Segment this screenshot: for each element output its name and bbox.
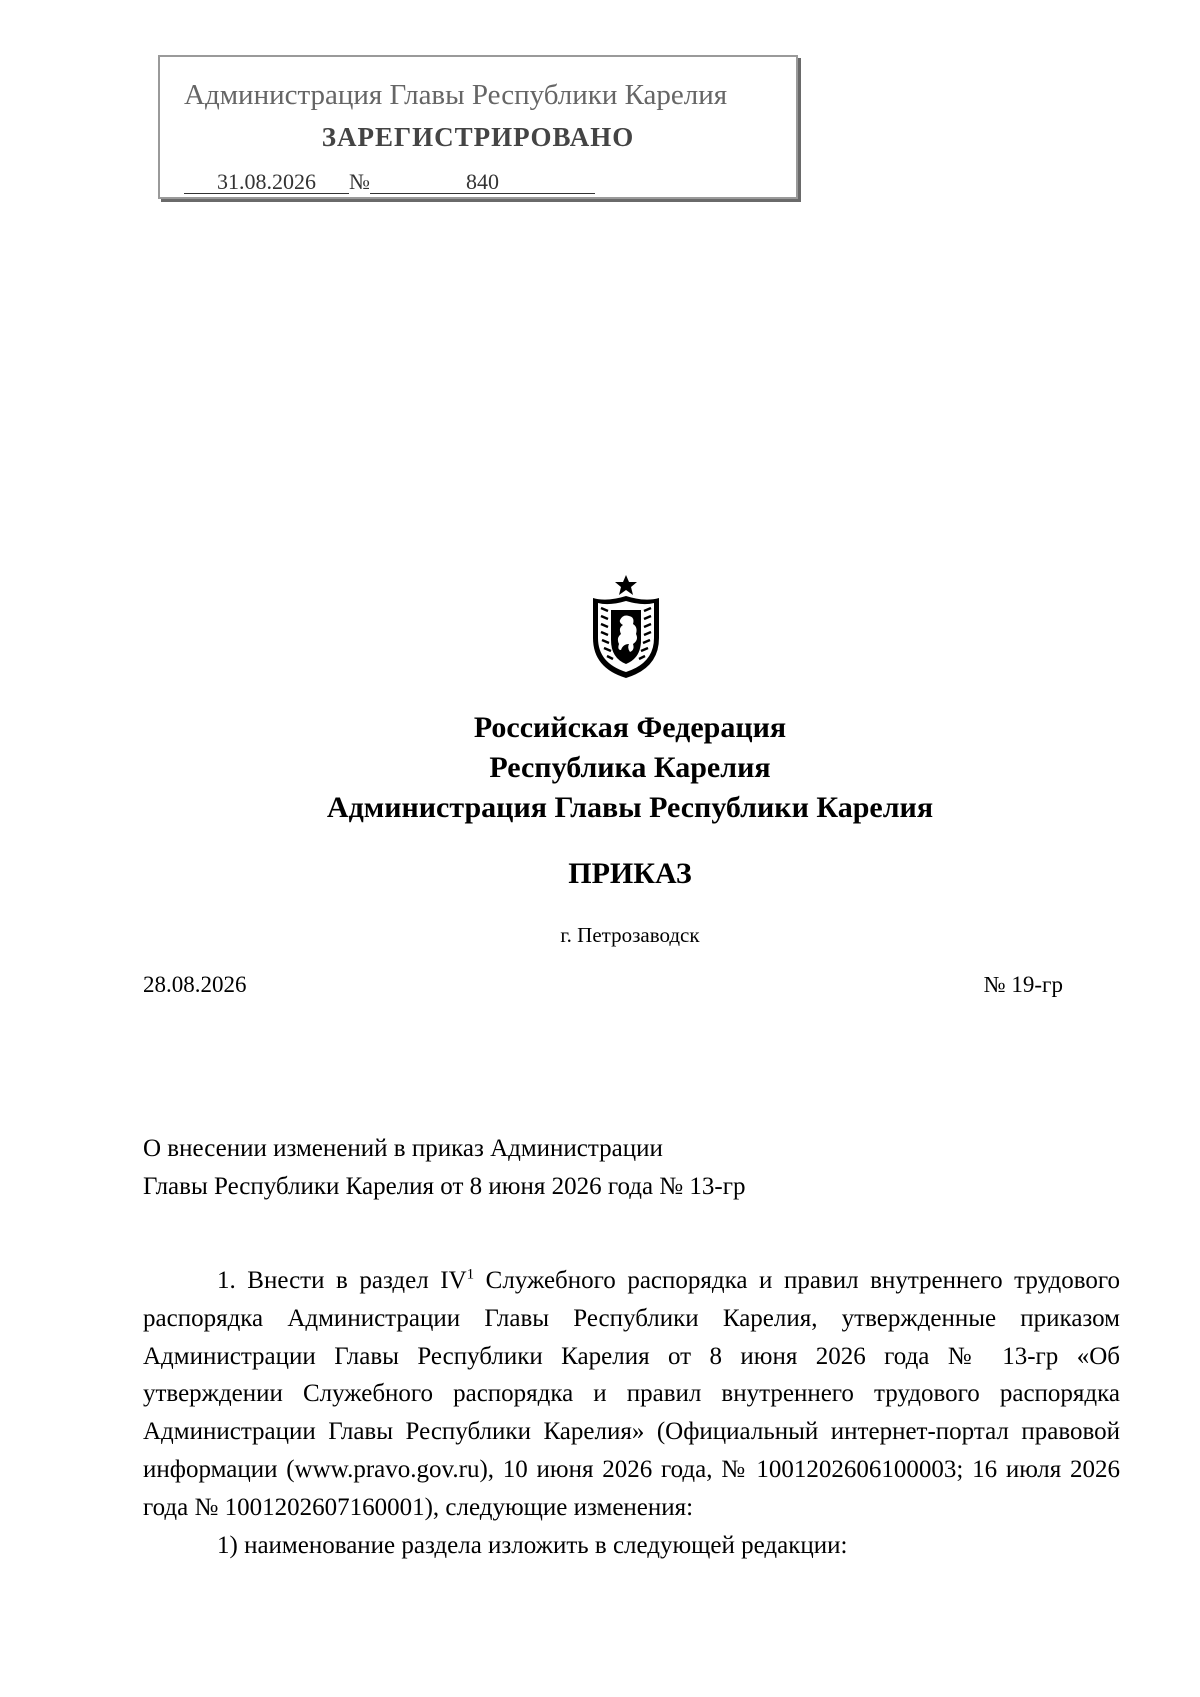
document-subject — [143, 1130, 746, 1206]
karelia-coat-of-arms-icon — [583, 572, 669, 680]
paragraph-1 — [143, 1262, 1120, 1527]
heading-republic: Республика Карелия — [489, 751, 771, 784]
subject-line-1: О внесении изменений в приказ Администрации — [143, 1135, 663, 1162]
heading-country: Российская Федерация — [473, 711, 787, 744]
stamp-date: 31.08.2026 — [184, 171, 349, 194]
registration-stamp — [158, 55, 798, 199]
stamp-organization: Администрация Главы Республики Карелия — [184, 79, 728, 111]
city-name: г. Петрозаводск — [560, 923, 700, 947]
section-superscript: 1 — [466, 1266, 475, 1283]
stamp-registration-line — [184, 169, 595, 195]
subject-line-2: Главы Республики Карелия от 8 июня 2026 года № 13-гр — [143, 1173, 746, 1200]
document-type-title: ПРИКАЗ — [568, 857, 692, 890]
stamp-number-sign: № — [349, 169, 370, 194]
paragraph-1-rest: Служебного распорядка и правил внутреннего трудового распорядка Администрации Главы Республики Карелия, утвержденные приказом Администрации Главы Республики Карелия от 8 июня 2026 года № 13-гр «Об утверждении Служебного распорядка и правил внутреннего трудового распорядка Администрации Главы Республики Карелия» (Официальный интернет-портал правовой информации (www.pravo.gov.ru), 10 июня 2026 года, № 1001202606100003; 16 июля 2026 года № 1001202607160001), следующие изменения: — [143, 1267, 1120, 1521]
stamp-status: ЗАРЕГИСТРИРОВАНО — [321, 122, 635, 152]
paragraph-1-start: 1. Внести в раздел IV — [217, 1267, 467, 1294]
document-date: 28.08.2026 — [143, 972, 247, 997]
heading-administration: Администрация Главы Республики Карелия — [326, 791, 934, 824]
document-body — [143, 1262, 1120, 1564]
stamp-number: 840 — [370, 171, 595, 194]
document-number: № 19-гр — [983, 972, 1063, 997]
paragraph-2: 1) наименование раздела изложить в следующей редакции: — [217, 1531, 848, 1559]
